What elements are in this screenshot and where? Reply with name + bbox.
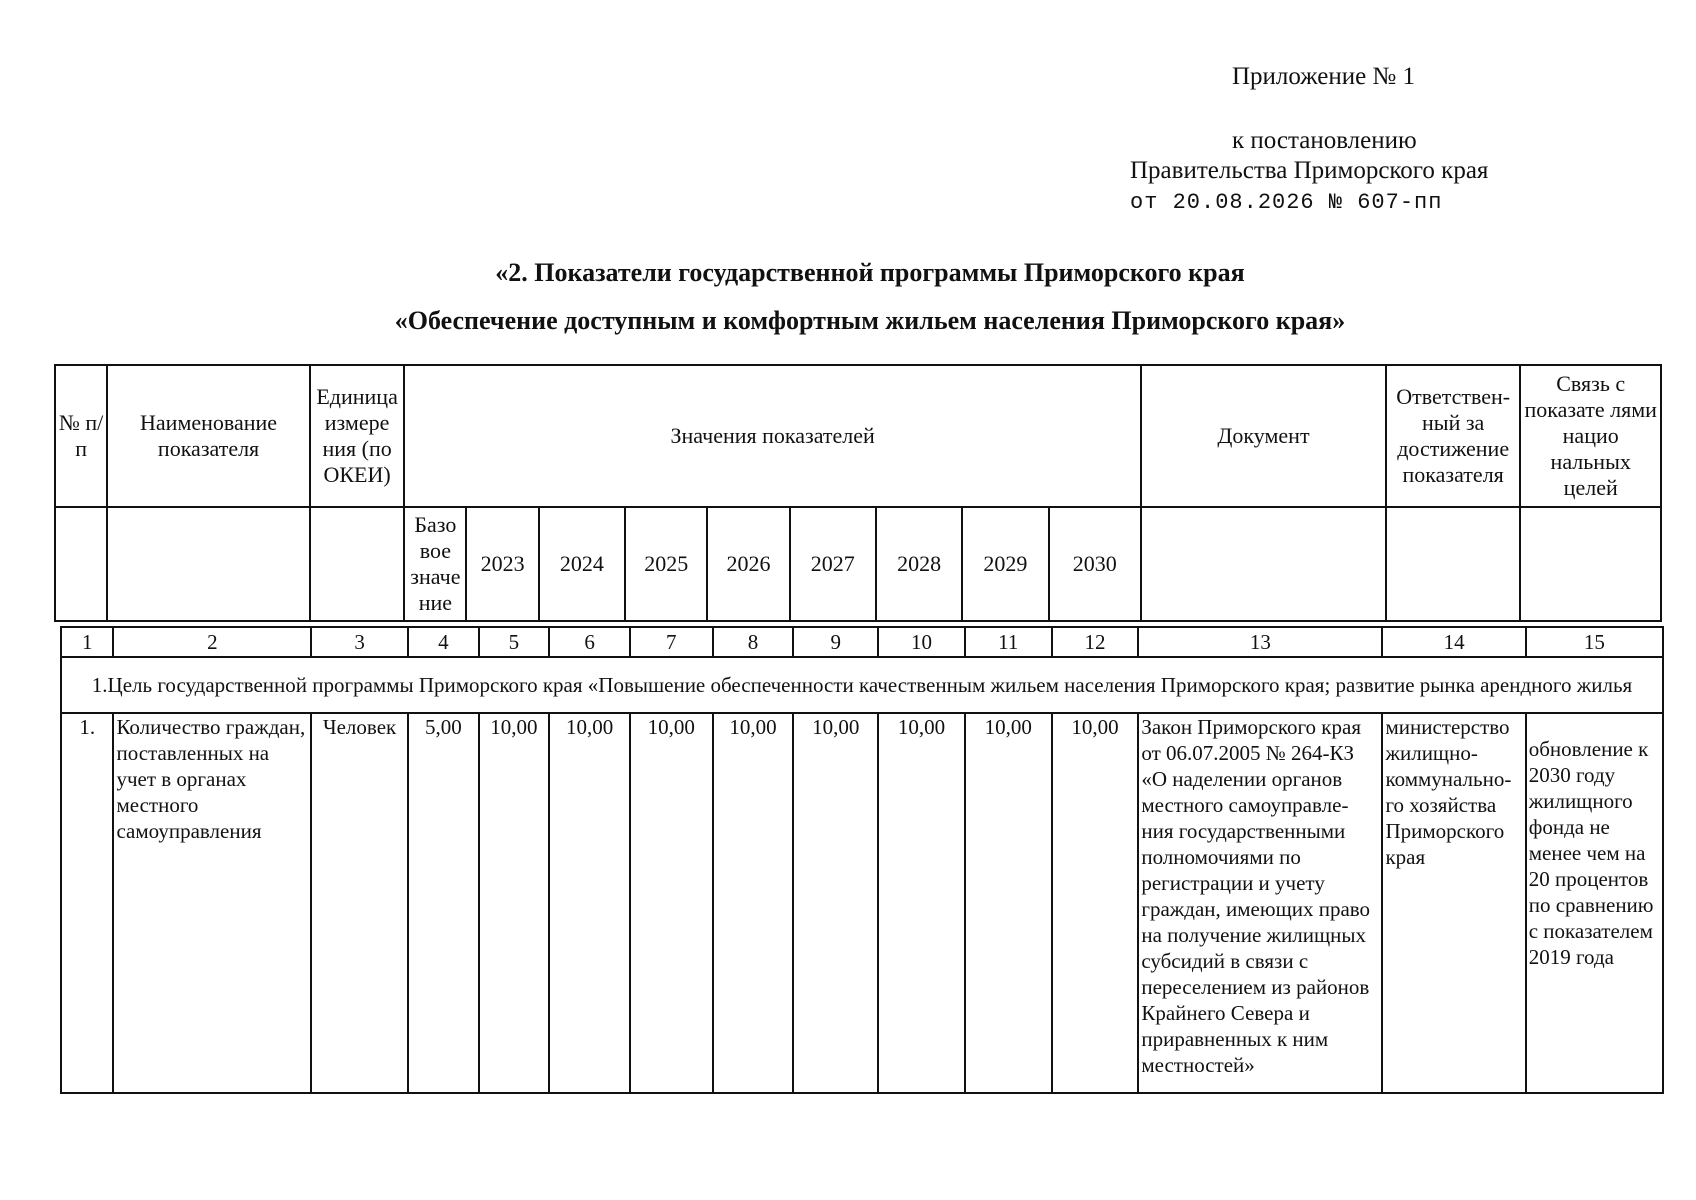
goal-text: 1.Цель государственной программы Приморского края «Повышение обеспеченности качественным жильем населения Приморского края; развитие рынка арендного жилья	[61, 657, 1663, 713]
row-name: Количество граждан, поставленных на учет в органах местного самоуправления	[113, 713, 311, 1093]
header-year-cell: 2025	[625, 507, 707, 621]
header-year-cell: 2026	[707, 507, 789, 621]
data-table	[60, 626, 1664, 1094]
row-responsible: министерство жилищно-коммунально-го хозяйства Приморского края	[1382, 713, 1525, 1093]
header-link: Связь с показате лями нацио нальных целей	[1520, 365, 1661, 507]
header-values: Значения показателей	[404, 365, 1141, 507]
row-document: Закон Приморского края от 06.07.2005 № 264-КЗ «О наделении органов местного самоуправле-ния государственными полномочиями по регистрации и учету граждан, имеющих право на получение жилищных субсидий в связи с переселением из районов Крайнего Севера и приравненных к ним местностей»	[1138, 713, 1382, 1093]
header-year-cell: 2023	[466, 507, 538, 621]
row-value: 10,00	[1052, 713, 1139, 1093]
header-empty-cell	[1520, 507, 1661, 621]
header-document: Документ	[1141, 365, 1386, 507]
header-empty-cell	[310, 507, 404, 621]
column-number: 5	[479, 627, 550, 657]
row-value: 10,00	[630, 713, 713, 1093]
header-year-cell: 2027	[790, 507, 876, 621]
row-value: 10,00	[713, 713, 794, 1093]
header-empty-cell	[1141, 507, 1386, 621]
row-value: 10,00	[793, 713, 878, 1093]
column-number: 4	[408, 627, 479, 657]
table-row	[61, 713, 1663, 1093]
row-value: 10,00	[878, 713, 965, 1093]
header-num: № п/п	[55, 365, 107, 507]
page-title-line2: «Обеспечение доступным и комфортным жильем населения Приморского края»	[394, 306, 1346, 335]
header-unit: Единица измере ния (по ОКЕИ)	[310, 365, 404, 507]
appendix-number: Приложение № 1	[1232, 63, 1416, 90]
column-number: 8	[713, 627, 794, 657]
row-value: 10,00	[549, 713, 630, 1093]
header-year-cell: 2028	[876, 507, 962, 621]
row-unit: Человек	[311, 713, 408, 1093]
header-name: Наименование показателя	[107, 365, 310, 507]
column-number: 14	[1382, 627, 1525, 657]
row-link: обновление к 2030 году жилищного фонда не менее чем на 20 процентов по сравнению с показателем 2019 года	[1526, 713, 1663, 1093]
column-number: 7	[630, 627, 713, 657]
appendix-date-number: от 20.08.2026 № 607-пп	[1130, 190, 1443, 215]
appendix-issuer: Правительства Приморского края	[1130, 157, 1489, 184]
header-year-cell: 2029	[962, 507, 1048, 621]
appendix-stamp	[1130, 62, 1550, 218]
appendix-ref: к постановлению	[1232, 127, 1417, 154]
header-empty-cell	[1386, 507, 1520, 621]
column-number: 13	[1138, 627, 1382, 657]
row-value: 10,00	[965, 713, 1052, 1093]
column-number: 6	[549, 627, 630, 657]
column-number: 3	[311, 627, 408, 657]
column-number-row	[61, 627, 1663, 657]
header-year-cell: 2030	[1049, 507, 1141, 621]
column-number: 11	[965, 627, 1052, 657]
row-value: 10,00	[479, 713, 550, 1093]
header-year-cell: Базо вое значе ние	[404, 507, 466, 621]
header-responsible: Ответствен-ный за достижение показателя	[1386, 365, 1520, 507]
header-empty-cell	[55, 507, 107, 621]
column-number: 10	[878, 627, 965, 657]
column-number: 12	[1052, 627, 1139, 657]
header-table	[54, 364, 1662, 622]
row-value: 5,00	[408, 713, 479, 1093]
header-empty-cell	[107, 507, 310, 621]
column-number: 2	[113, 627, 311, 657]
column-number: 1	[61, 627, 113, 657]
row-num: 1.	[61, 713, 113, 1093]
header-year-cell: 2024	[539, 507, 625, 621]
column-number: 9	[793, 627, 878, 657]
column-number: 15	[1526, 627, 1663, 657]
goal-row	[61, 657, 1663, 713]
page-title-line1: «2. Показатели государственной программы Приморского края	[495, 258, 1245, 287]
